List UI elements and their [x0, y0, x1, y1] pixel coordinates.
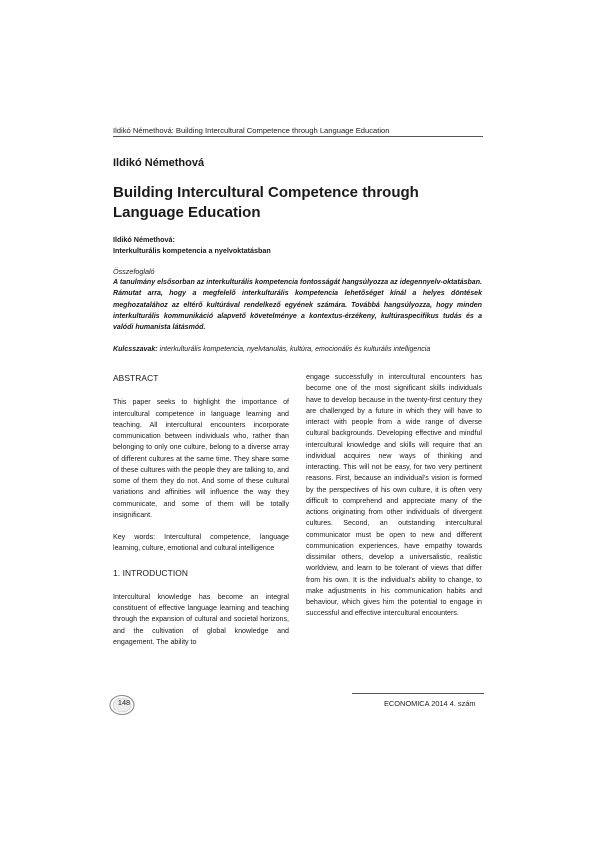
hungarian-keywords-label: Kulcsszavak:	[113, 346, 158, 353]
title-line-2: Language Education	[113, 204, 261, 221]
header-rule	[113, 136, 483, 137]
journal-name: ECONOMICA 2014 4. szám	[384, 699, 476, 708]
page-number: 148	[117, 698, 131, 707]
hungarian-abstract: A tanulmány elsősorban az interkulturális kompetencia fontosságát hangsúlyozza az idegennyelv-oktatásban. Rámutat arra, hogy a megfelelő interkulturális kompetencia lehetőséget kínál a helyes döntések meghozatalához az eltérő kultúrával rendelkező egyének számára. Továbbá hangsúlyozza, hogy minden interkulturális kommunikáció alapvető követelménye a kontextus-érzékeny, kultúraspecifikus tudás és a valódi humanista látásmód.	[113, 279, 482, 332]
right-column	[306, 372, 482, 620]
author-name: Ildikó Némethová	[113, 157, 205, 169]
abstract-text: This paper seeks to highlight the importance of intercultural competence in language learning and teaching. All intercultural encounters incorporate communication between individuals who, rather than belonging to only one culture, belong to a diverse array of different cultures at the same time. They share some of these cultures with the people they are talking to, and some of them they do not. And some of these cultural variations and affinities will influence the way they communicate, and some of them will be totally insignificant.	[113, 398, 289, 519]
abstract-heading: ABSTRACT	[113, 373, 159, 383]
hungarian-abstract-label: Összefoglaló	[113, 267, 155, 276]
running-head: Ildikó Némethová: Building Intercultural Competence through Language Education	[113, 126, 390, 135]
left-column	[113, 373, 289, 648]
footer-rule	[352, 693, 484, 694]
paper-title	[113, 183, 483, 223]
introduction-heading: 1. INTRODUCTION	[113, 567, 189, 578]
body-paragraph: engage successfully in intercultural encounters has become one of the most significant skills individuals have to develop because in the twenty-first century they are challenged by a future in which they will have to interact with people from a wide range of diverse cultural backgrounds. Developing effective and mindful intercultural knowledge and skills will require that an individual acquires new ways of thinking and interacting. This will not be easy, for two very pertinent reasons. First, because an individual’s vision is formed by the perspectives of his own culture, it is often very difficult to comprehend and appreciate many of the actions originating from other individuals of divergent cultures. Second, an outstanding intercultural communicator must be open to new and different communication experiences, have empathy towards dissimilar others, develop a universalistic, realistic worldview, and learn to be tolerant of views that differ from his own. It is the individual’s ability to change, to make adjustments in his communication habits and behaviour, which gives him the potential to engage in successful and effective intercultural encounters.	[306, 373, 482, 618]
hungarian-author-line: Ildikó Némethová:	[113, 235, 175, 244]
hungarian-title-line: Interkulturális kompetencia a nyelvoktatásban	[113, 246, 271, 255]
hungarian-keywords-text: interkulturális kompetencia, nyelvtanulás, kultúra, emocionális és kulturális intelligencia	[159, 346, 431, 353]
hungarian-keywords	[113, 344, 482, 355]
title-line-1: Building Intercultural Competence through	[113, 184, 419, 201]
keywords-text: Key words: Intercultural competence, language learning, culture, emotional and cultural intelligence	[113, 533, 289, 553]
introduction-paragraph: Intercultural knowledge has become an integral constituent of effective language learning and teaching through the expansion of cultural and societal horizons, and the cultivation of global knowledge and engagement. The ability to	[113, 592, 289, 646]
